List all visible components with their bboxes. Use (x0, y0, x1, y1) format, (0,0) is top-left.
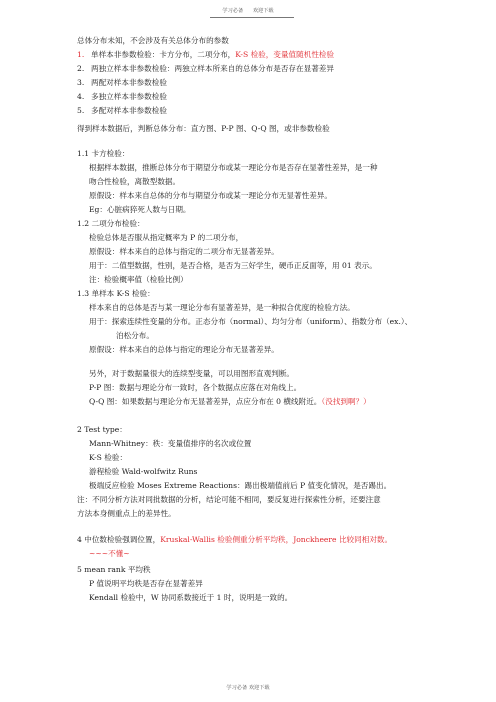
header-right-text: 欢迎下载 (252, 8, 274, 14)
section-1-2-line: 用于：二值型数据，性别，是否合格，是否为三好学生，硬币正反面等，用 01 表示。 (89, 261, 377, 270)
section-1-2-line: 原假设：样本来自的总体与指定的二项分布无显著差异。 (89, 247, 279, 256)
section-1-3-line: 泊松分布。 (116, 331, 154, 340)
method-text: 单样本非参数检验：卡方分布，二项分布， (91, 50, 236, 59)
method-highlight: K-S 检验，变量值随机性检验 (235, 50, 335, 59)
section-1-1-line: 原假设：样本来自总体的分布与期望分布或某一理论分布无显著性差异。 (89, 191, 332, 200)
page-header (0, 9, 496, 14)
section-1-3-line: 另外，对于数据量很大的连续型变量，可以用图形直观判断。 (89, 369, 295, 378)
header-rule (210, 17, 294, 18)
method-text: 多配对样本非参数检验 (91, 106, 167, 115)
header-left-text: 学习必备 (222, 8, 244, 14)
section-2-line: 极端反应检验 Moses Extreme Reactions：踢出极端值前后 P 值变化情况，是否踢出。 (89, 481, 392, 490)
section-2-line: Mann-Whitney：秩：变量值排序的名次或位置 (89, 439, 252, 448)
section-1-3-line (89, 398, 371, 406)
method-number: 1. (77, 50, 85, 59)
method-number: 3. (77, 78, 85, 87)
method-number: 2. (77, 64, 85, 73)
after-data-line: 得到样本数据后，判断总体分布：直方图、P-P 图、Q-Q 图，或非参数检验 (77, 124, 330, 133)
method-text: 多独立样本非参数检验 (91, 92, 167, 101)
footer-left-text: 学习必备 (226, 685, 248, 691)
section-5-line: Kendall 检验中，W 协同系数接近于 1 时，说明是一致的。 (89, 593, 293, 602)
method-item-2 (77, 65, 334, 73)
footer-right-text: 欢迎下载 (248, 685, 270, 691)
section-4-prefix: 4 中位数检验强调位置， (77, 535, 161, 544)
section-2-note: 方法本身侧重点上的差异性。 (77, 509, 176, 518)
section-1-3-title: 1.3 单样本 K-S 检验： (77, 289, 155, 298)
page-footer (0, 686, 496, 691)
method-item-1 (77, 51, 334, 59)
section-2-line: K-S 检验： (89, 453, 128, 462)
method-text: 两配对样本非参数检验 (91, 78, 167, 87)
section-1-3-line: 样本来自的总体是否与某一理论分布有显著差异，是一种拟合优度的检验方法。 (89, 303, 355, 312)
section-1-3-line: P-P 图：数据与理论分布一致时，各个数据点应落在对角线上。 (89, 383, 302, 392)
section-4-red-note: ~~~不懂~ (89, 549, 130, 558)
section-1-3-line: 用于：探索连续性变量的分布。正态分布（normal）、均匀分布（uniform）、指数分布（ex.）、 (89, 317, 413, 326)
section-1-1-line: 吻合性检验，离散型数据。 (89, 177, 181, 186)
section-4-red-text: Kruskal-Wallis 检验侧重分析平均秩，Jonckheere 比较同相对数。 (160, 535, 393, 544)
section-2-note: 注：不同分析方法对同批数据的分析，结论可能不相同，要反复进行探索性分析，还要注意 (77, 495, 381, 504)
method-text: 两独立样本非参数检验：两独立样本所来自的总体分布是否存在显著差异 (91, 64, 334, 73)
section-2-title: 2 Test type： (77, 425, 127, 434)
qq-text: Q-Q 图：如果数据与理论分布无显著差异，点应分布在 0 横线附近。 (89, 397, 322, 406)
section-1-2-title: 1.2 二项分布检验： (77, 219, 145, 228)
method-item-4 (77, 93, 167, 101)
section-4-line (77, 536, 392, 544)
section-1-2-line: 注：检验概率值（检验比例） (89, 275, 188, 284)
section-1-2-line: 检验总体是否服从指定概率为 P 的二项分布， (89, 233, 244, 242)
section-5-line: P 值说明平均秩是否存在显著差异 (89, 579, 203, 588)
section-2-line: 游程检验 Wald-wolfwitz Runs (89, 467, 198, 476)
section-1-1-line: 根据样本数据，推断总体分布于期望分布或某一理论分布是否存在显著性差异，是一种 (89, 163, 378, 172)
section-1-1-line: Eg：心脏病猝死人数与日期。 (89, 205, 191, 214)
section-5-title: 5 mean rank 平均秩 (77, 565, 151, 574)
method-item-5 (77, 107, 167, 115)
method-number: 5. (77, 106, 85, 115)
section-1-1-title: 1.1 卡方检验： (77, 149, 130, 158)
intro-line: 总体分布未知，不会涉及有关总体分布的参数 (77, 36, 229, 45)
section-1-3-line: 原假设：样本来自的总体与指定的理论分布无显著差异。 (89, 345, 279, 354)
qq-red-note: （没找到啊？） (321, 397, 371, 406)
method-number: 4. (77, 92, 85, 101)
method-item-3 (77, 79, 167, 87)
